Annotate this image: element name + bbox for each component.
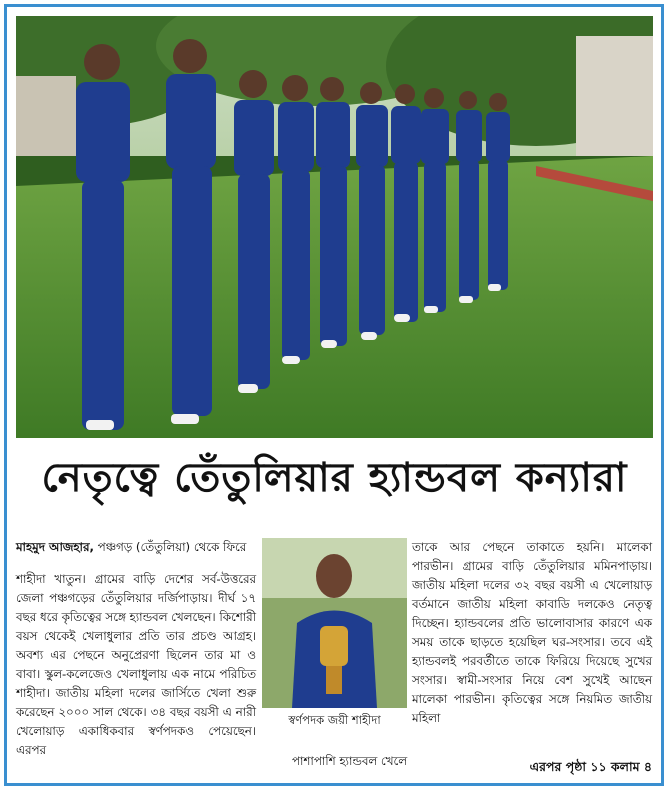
continuation-line: এরপর পৃষ্ঠা ১১ কলাম ৪ <box>529 759 652 774</box>
byline-location: পঞ্চগড় (তেঁতুলিয়া) থেকে ফিরে <box>93 540 247 554</box>
column-1-text: শাহীদা খাতুন। গ্রামের বাড়ি দেশের সর্ব-উত্তরের জেলা পঞ্চগড়ের তেঁতুলিয়ার দর্জিপাড়ায়। দীর্ঘ ১৭ বছর ধরে কৃতিত্বের সঙ্গে হ্যান্ডবল খেলছেন। কিশোরী বয়স থেকেই খেলাধুলার প্রতি তার প্রচণ্ড আগ্রহ। অবশ্য এর পেছনে অনুপ্রেরণা ছিলেন তার মা ও বাবা। স্কুল-কলেজেও খেলাধুলায় এক নামে পরিচিত শাহীদা। জাতীয় মহিলা দলের জার্সিতে খেলা শুরু করেছেন ২০০০ সাল থেকে। ৩৪ বছর বয়সী এ নারী খেলোয়াড় একাধিকবার স্বর্ণপদকও পেয়েছেন। এরপর <box>16 572 256 757</box>
inset-caption: স্বর্ণপদক জয়ী শাহীদা <box>288 713 381 727</box>
column-3-text: তাকে আর পেছনে তাকাতে হয়নি। মালেকা পারভীন। গ্রামের বাড়ি তেঁতুলিয়ার মমিনপাড়ায়। জাতীয় মহিলা দলের ৩২ বছর বয়সী এ খেলোয়াড় বর্তমানে জাতীয় মহিলা কাবাডি দলকেও নেতৃত্ব দিচ্ছেন। হ্যান্ডবলের প্রতি ভালোবাসার কারণে এক সময় তাকে ছাড়তে হয়েছিল ঘর-সংসার। তবে এই হ্যান্ডবলই পরবর্তীতে তাকে ফিরিয়ে দিয়েছে সুখের সংসার। স্বামী-সংসার নিয়ে বেশ সুখেই আছেন মালেকা পারভীন। কৃতিত্বের সঙ্গে নিয়মিত জাতীয় মহিলা <box>412 540 652 725</box>
team-photo <box>16 16 653 438</box>
inset-photo <box>262 538 407 708</box>
column-2-tail: পাশাপাশি হ্যান্ডবল খেলে <box>292 754 407 768</box>
article-column-3 <box>412 538 652 728</box>
author-name: মাহমুদ আজহার, <box>16 540 94 554</box>
headline: নেতৃত্বে তেঁতুলিয়ার হ্যান্ডবল কন্যারা <box>41 455 628 501</box>
article-column-1 <box>16 570 256 760</box>
